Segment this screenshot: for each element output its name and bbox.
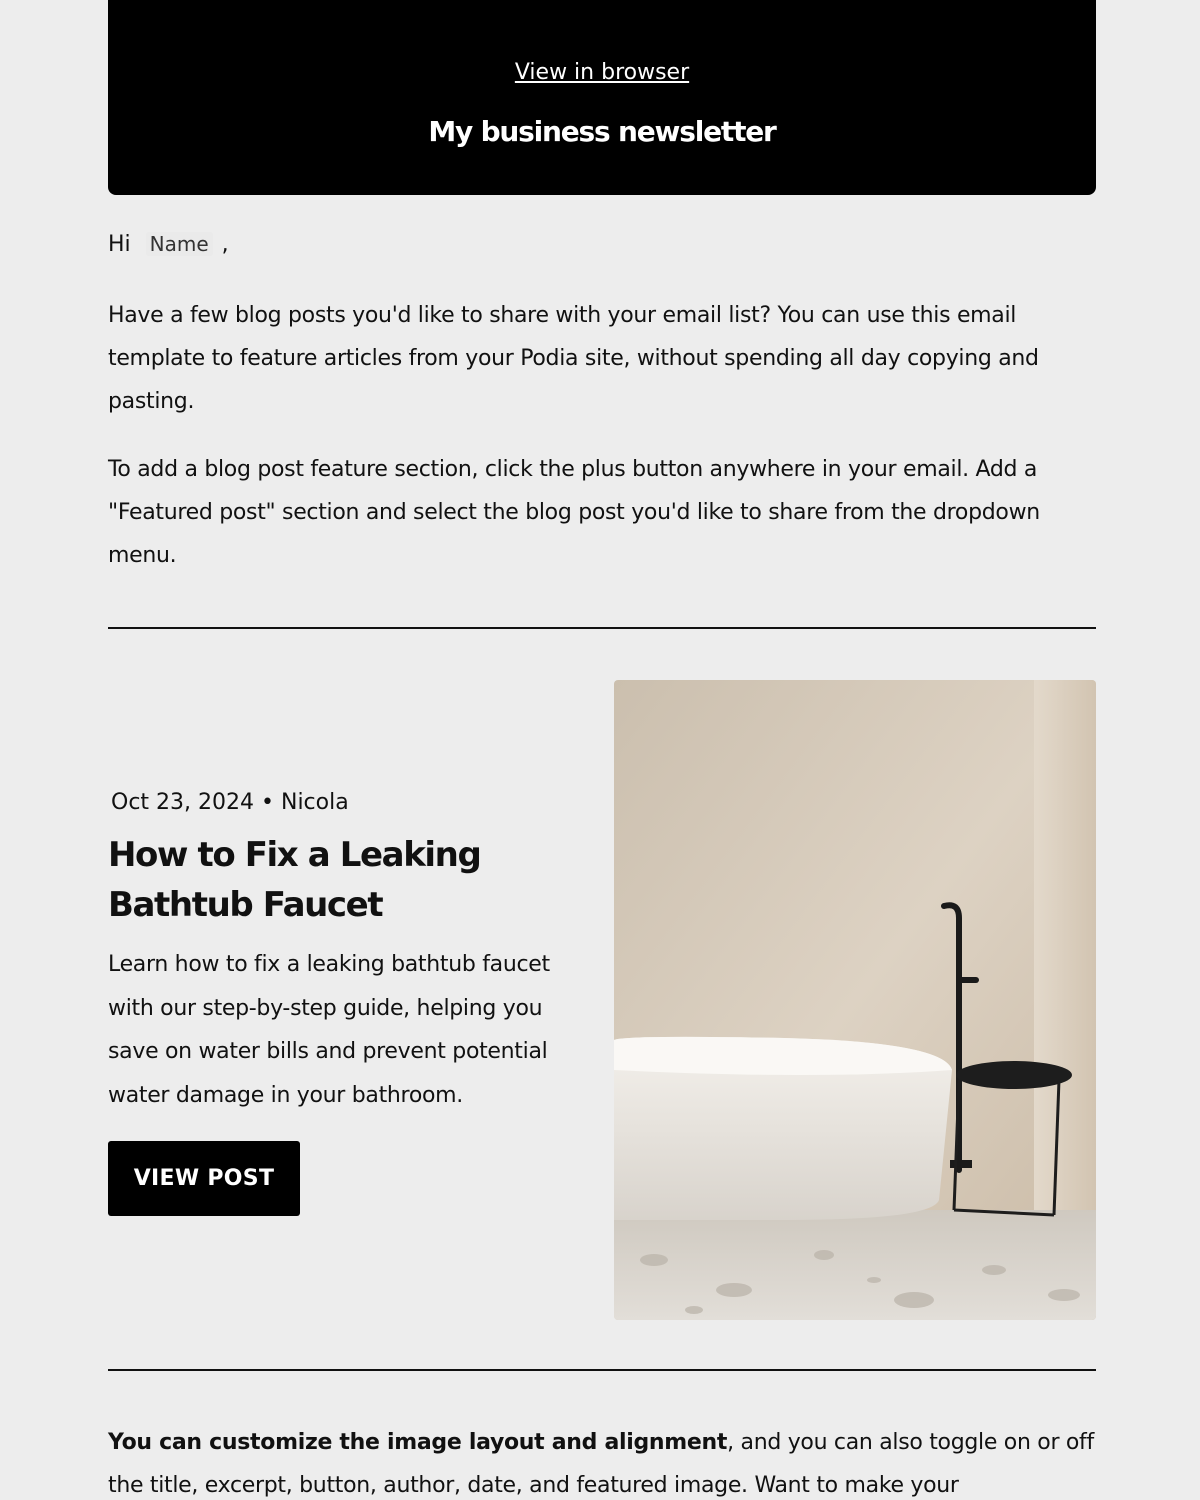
customize-bold-text: You can customize the image layout and alignment: [108, 1430, 728, 1455]
intro-paragraph-2: To add a blog post feature section, click the plus button anywhere in your email. Add a "Featured post" section and select the blog post you'd like to share from the dropdown menu.: [108, 457, 1040, 568]
bathtub-photo[interactable]: [614, 680, 1096, 1320]
post-author: Nicola: [280, 790, 349, 815]
post-excerpt: Learn how to fix a leaking bathtub faucet with our step-by-step guide, helping you save on water bills and prevent potential water damage in your bathroom.: [108, 952, 550, 1108]
email-body: [108, 0, 1096, 1498]
greeting-suffix: ,: [221, 232, 229, 257]
view-in-browser-link[interactable]: View in browser: [514, 60, 690, 85]
intro-paragraph-1: Have a few blog posts you'd like to share with your email list? You can use this email template to feature articles from your Podia site, without spending all day copying and pasting.: [108, 303, 1039, 414]
divider: [108, 627, 1096, 629]
newsletter-header: [108, 0, 1096, 195]
newsletter-title: My business newsletter: [428, 115, 776, 148]
view-post-button[interactable]: VIEW POST: [108, 1141, 300, 1216]
meta-separator: •: [261, 790, 274, 815]
post-date: Oct 23, 2024: [111, 790, 254, 815]
divider: [108, 1369, 1096, 1371]
customize-paragraph: [108, 1421, 1096, 1500]
post-meta: [111, 790, 349, 815]
customize-rest-text: , and you can also toggle on or off the title, excerpt, button, author, date, and featured image. Want to make your: [108, 1430, 1094, 1498]
name-merge-tag[interactable]: Name: [146, 232, 213, 256]
post-title[interactable]: How to Fix a Leaking Bathtub Faucet: [108, 835, 481, 925]
greeting: [108, 232, 229, 257]
greeting-prefix: Hi: [108, 232, 131, 257]
